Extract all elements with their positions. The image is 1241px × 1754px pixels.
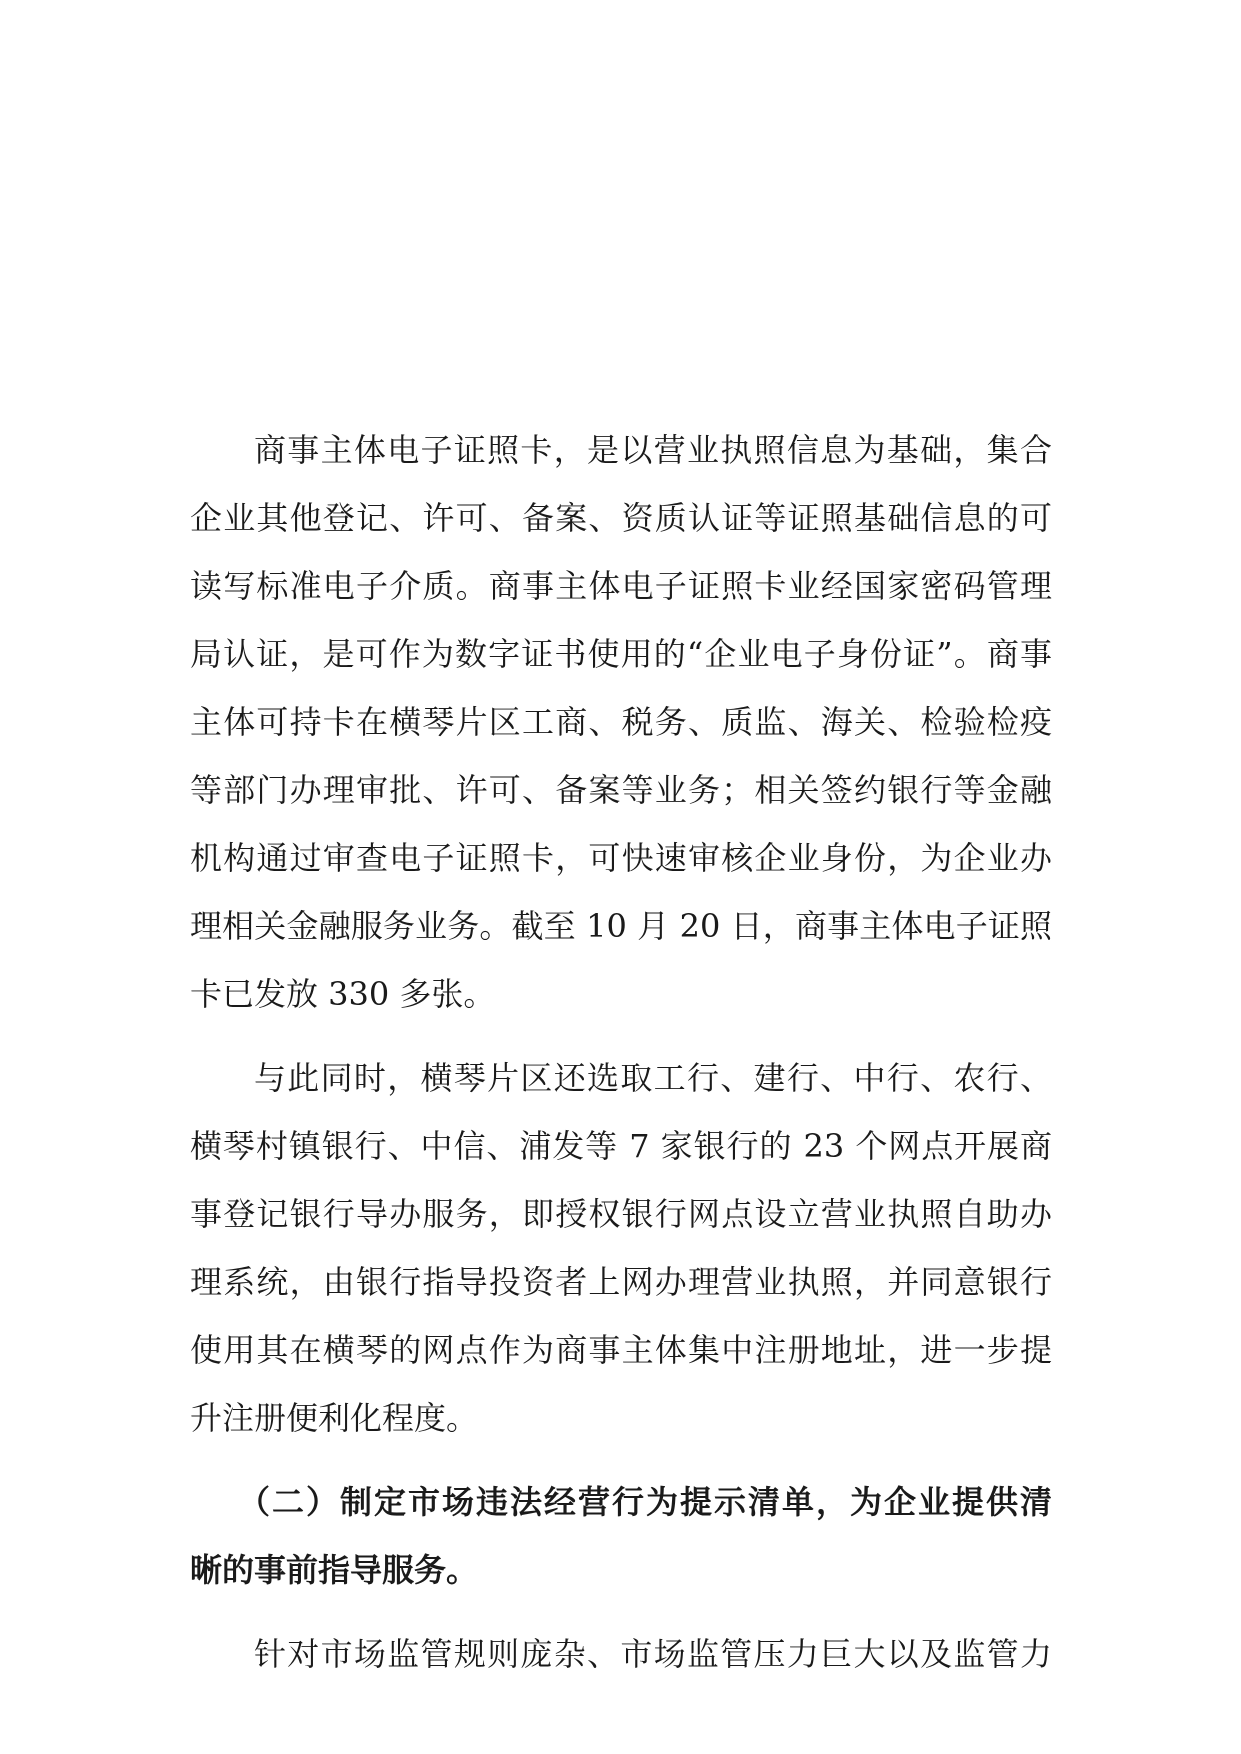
text-line: 等部门办理审批、许可、备案等业务；相关签约银行等金融 — [190, 771, 1052, 809]
heading-line: （二）制定市场违法经营行为提示清单，为企业提供清 — [238, 1483, 1052, 1521]
text-line: 升注册便利化程度。 — [190, 1399, 479, 1437]
text-column — [190, 416, 1052, 1688]
text-line: 企业其他登记、许可、备案、资质认证等证照基础信息的可 — [190, 499, 1052, 537]
paragraph-spacer — [190, 1028, 1052, 1044]
paragraph-e-license-card — [190, 416, 1052, 1028]
text-line: 局认证，是可作为数字证书使用的“企业电子身份证”。商事 — [190, 635, 1052, 673]
paragraph-spacer — [190, 1452, 1052, 1468]
text-line: 理相关金融服务业务。截至 10 月 20 日，商事主体电子证照 — [190, 907, 1052, 945]
text-line: 商事主体电子证照卡，是以营业执照信息为基础，集合 — [254, 431, 1052, 469]
text-line: 事登记银行导办服务，即授权银行网点设立营业执照自助办 — [190, 1195, 1052, 1233]
text-line: 横琴村镇银行、中信、浦发等 7 家银行的 23 个网点开展商 — [190, 1127, 1052, 1165]
text-line: 理系统，由银行指导投资者上网办理营业执照，并同意银行 — [190, 1263, 1052, 1301]
paragraph-market-regulation — [190, 1620, 1052, 1688]
text-line: 读写标准电子介质。商事主体电子证照卡业经国家密码管理 — [190, 567, 1052, 605]
section-heading — [190, 1468, 1052, 1604]
heading-line: 晰的事前指导服务。 — [190, 1551, 479, 1589]
paragraph-bank-guided-service — [190, 1044, 1052, 1452]
paragraph-spacer — [190, 1604, 1052, 1620]
text-line: 机构通过审查电子证照卡，可快速审核企业身份，为企业办 — [190, 839, 1052, 877]
text-line: 针对市场监管规则庞杂、市场监管压力巨大以及监管力 — [254, 1635, 1052, 1673]
text-line: 卡已发放 330 多张。 — [190, 975, 496, 1013]
text-line: 使用其在横琴的网点作为商事主体集中注册地址，进一步提 — [190, 1331, 1052, 1369]
text-line: 主体可持卡在横琴片区工商、税务、质监、海关、检验检疫 — [190, 703, 1052, 741]
text-line: 与此同时，横琴片区还选取工行、建行、中行、农行、 — [254, 1059, 1052, 1097]
